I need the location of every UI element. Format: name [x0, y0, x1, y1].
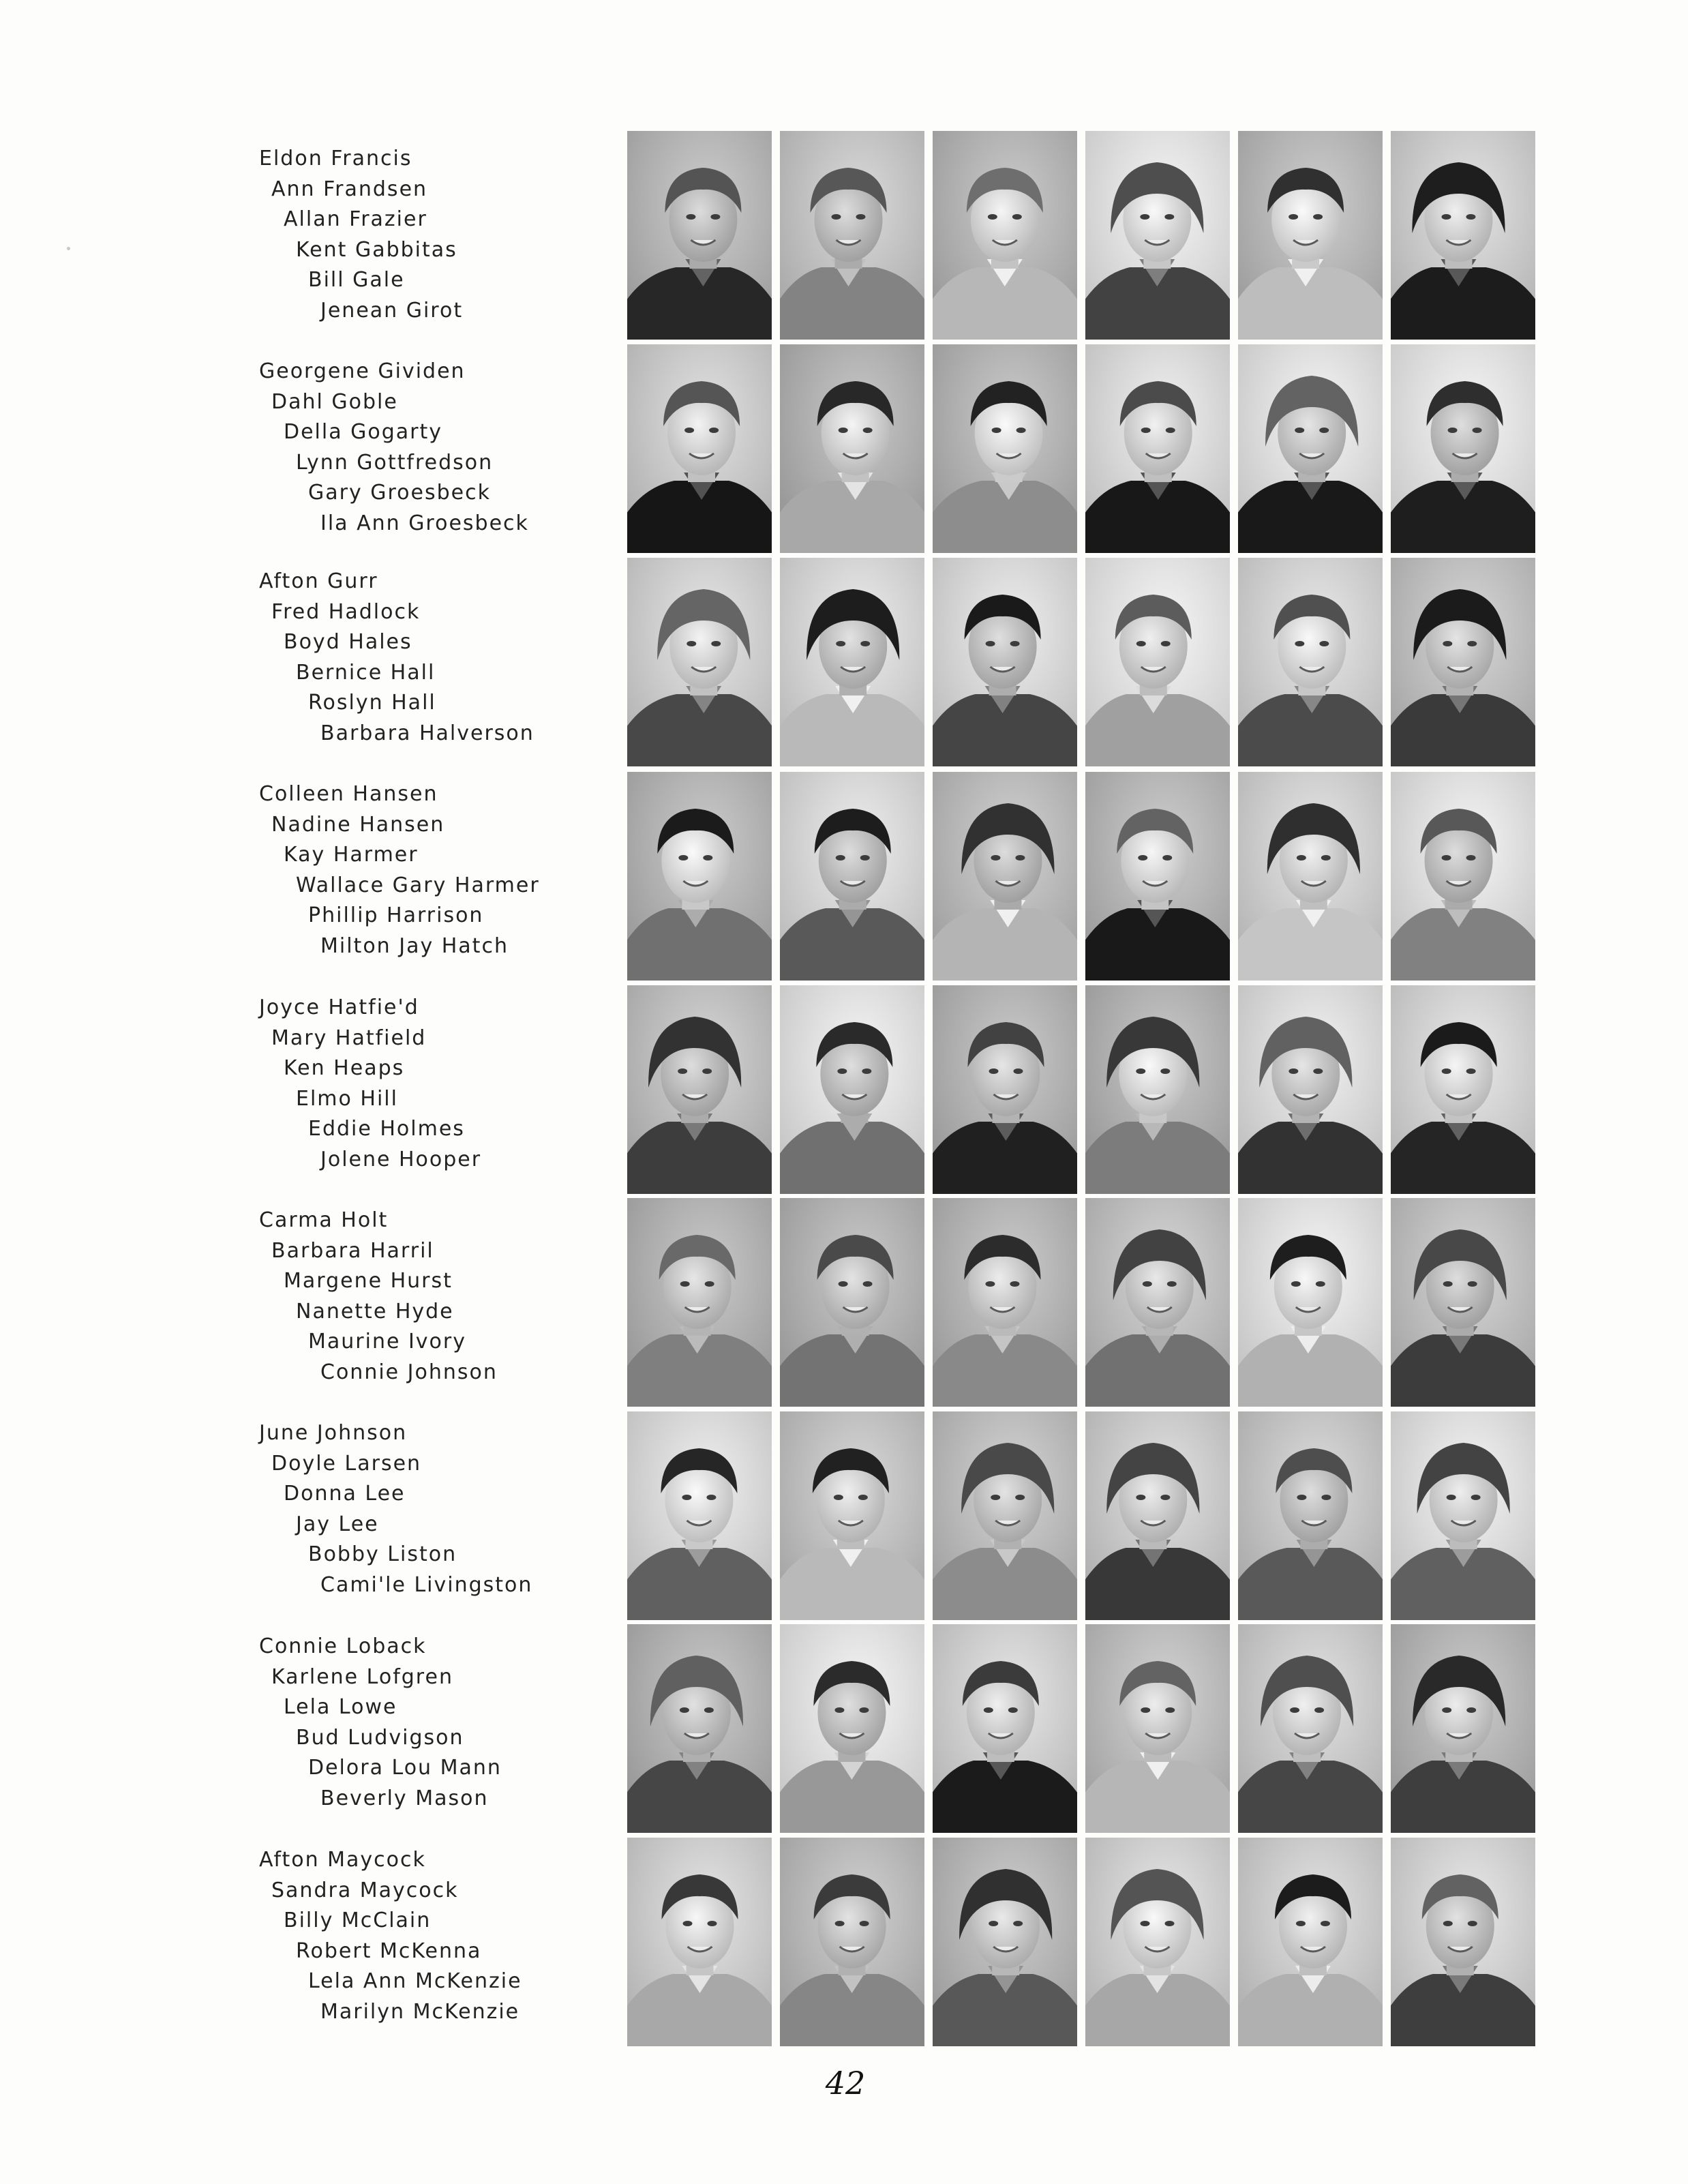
student-name: Ann Frandsen [271, 177, 428, 201]
student-portrait [627, 772, 772, 981]
student-name: Colleen Hansen [259, 782, 438, 806]
student-name: Roslyn Hall [308, 691, 436, 715]
student-portrait [1238, 1198, 1383, 1407]
student-portrait [1085, 1411, 1230, 1620]
student-portrait [933, 1838, 1077, 2046]
student-portrait [780, 1198, 924, 1407]
student-name: Marilyn McKenzie [320, 1999, 520, 2024]
student-name: Barbara Harril [271, 1238, 434, 1263]
student-portrait [933, 1411, 1077, 1620]
student-name: Bernice Hall [296, 660, 436, 685]
student-name: Mary Hatfield [271, 1026, 427, 1050]
student-portrait [933, 1198, 1077, 1407]
student-portrait [780, 1624, 924, 1833]
student-portrait [1238, 985, 1383, 1194]
student-name: Bill Gale [308, 268, 405, 292]
student-name: Delora Lou Mann [308, 1756, 502, 1780]
student-portrait [780, 131, 924, 340]
student-name: Milton Jay Hatch [320, 933, 509, 958]
student-portrait [780, 1411, 924, 1620]
student-name: Connie Loback [259, 1634, 427, 1658]
student-name: Gary Groesbeck [308, 481, 491, 505]
student-portrait [1391, 558, 1535, 766]
student-portrait [1085, 131, 1230, 340]
student-name: Eldon Francis [259, 147, 412, 170]
student-name: Cami'le Livingston [320, 1572, 533, 1597]
student-portrait [1391, 131, 1535, 340]
student-name: Margene Hurst [284, 1269, 453, 1293]
student-name: Doyle Larsen [271, 1451, 422, 1476]
student-portrait [1391, 1198, 1535, 1407]
student-portrait [1085, 1198, 1230, 1407]
student-name: June Johnson [259, 1421, 408, 1445]
student-name: Georgene Gividen [259, 359, 466, 383]
student-name: Barbara Halverson [320, 721, 534, 745]
student-name: Lynn Gottfredson [296, 450, 494, 475]
student-portrait [1391, 772, 1535, 981]
student-name: Joyce Hatfie'd [259, 996, 419, 1019]
student-name: Jolene Hooper [320, 1147, 482, 1171]
student-portrait [1085, 772, 1230, 981]
page-number: 42 [825, 2065, 866, 2101]
student-name: Connie Johnson [320, 1360, 498, 1384]
student-portrait [1238, 131, 1383, 340]
student-name: Carma Holt [259, 1208, 389, 1232]
student-portrait [780, 344, 924, 553]
student-portrait [933, 985, 1077, 1194]
student-name: Phillip Harrison [308, 903, 484, 927]
student-portrait [1238, 1838, 1383, 2046]
student-name: Nanette Hyde [296, 1299, 454, 1323]
student-portrait [627, 131, 772, 340]
student-name: Kay Harmer [284, 843, 419, 867]
student-portrait [627, 1411, 772, 1620]
student-portrait [1391, 344, 1535, 553]
student-portrait [627, 344, 772, 553]
student-portrait [1238, 1624, 1383, 1833]
student-portrait [1085, 1624, 1230, 1833]
student-name: Bobby Liston [308, 1542, 457, 1566]
student-name: Jenean Girot [320, 298, 464, 323]
student-name: Maurine Ivory [308, 1330, 467, 1353]
student-portrait [1391, 1624, 1535, 1833]
student-name: Afton Maycock [259, 1848, 426, 1872]
student-name: Allan Frazier [284, 207, 427, 231]
student-name: Jay Lee [296, 1512, 379, 1536]
student-portrait [627, 1838, 772, 2046]
student-name: Lela Lowe [284, 1695, 397, 1719]
student-name: Eddie Holmes [308, 1117, 465, 1141]
student-portrait [1238, 772, 1383, 981]
student-name: Afton Gurr [259, 569, 378, 593]
student-portrait [780, 558, 924, 766]
student-portrait [933, 772, 1077, 981]
student-portrait [780, 1838, 924, 2046]
student-portrait [1238, 558, 1383, 766]
student-name: Karlene Lofgren [271, 1664, 453, 1689]
student-portrait [933, 1624, 1077, 1833]
student-name: Robert McKenna [296, 1939, 482, 1963]
student-portrait [1085, 558, 1230, 766]
student-portrait [1085, 985, 1230, 1194]
student-name: Lela Ann McKenzie [308, 1969, 522, 1993]
student-portrait [1085, 344, 1230, 553]
student-name: Della Gogarty [284, 420, 443, 444]
student-portrait [1391, 1838, 1535, 2046]
student-name: Boyd Hales [284, 630, 412, 654]
student-portrait [627, 1198, 772, 1407]
student-name: Sandra Maycock [271, 1878, 459, 1902]
student-portrait [780, 772, 924, 981]
student-portrait [1391, 985, 1535, 1194]
student-name: Fred Hadlock [271, 599, 421, 624]
student-portrait [1238, 1411, 1383, 1620]
student-name: Bud Ludvigson [296, 1725, 464, 1750]
student-portrait [933, 131, 1077, 340]
student-name: Ila Ann Groesbeck [320, 511, 529, 535]
student-name: Billy McClain [284, 1909, 432, 1932]
student-name: Beverly Mason [320, 1786, 489, 1810]
student-portrait [627, 985, 772, 1194]
student-name: Donna Lee [284, 1482, 406, 1506]
student-name: Nadine Hansen [271, 812, 445, 837]
student-portrait [933, 558, 1077, 766]
student-name: Wallace Gary Harmer [296, 873, 540, 897]
student-portrait [1238, 344, 1383, 553]
student-portrait [1391, 1411, 1535, 1620]
student-portrait [627, 1624, 772, 1833]
student-portrait [933, 344, 1077, 553]
student-name: Kent Gabbitas [296, 237, 457, 262]
student-portrait [780, 985, 924, 1194]
student-name: Ken Heaps [284, 1056, 405, 1080]
student-portrait [1085, 1838, 1230, 2046]
student-name: Dahl Goble [271, 389, 398, 414]
paper-speck [67, 247, 70, 250]
student-name: Elmo Hill [296, 1086, 398, 1111]
student-portrait [627, 558, 772, 766]
